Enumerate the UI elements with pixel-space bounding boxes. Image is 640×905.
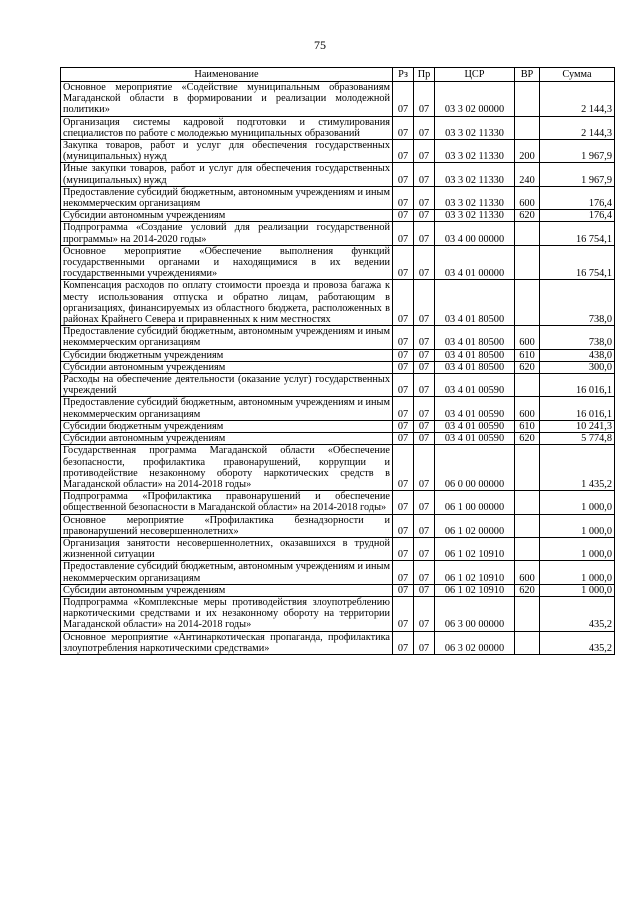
cell-pr: 07	[414, 433, 435, 445]
cell-rz: 07	[393, 445, 414, 491]
cell-pr: 07	[414, 514, 435, 537]
cell-vr: 600	[515, 561, 540, 584]
cell-rz: 07	[393, 561, 414, 584]
cell-name: Предоставление субсидий бюджетным, автономным учреждениям и иным некоммерческим организациям	[61, 561, 393, 584]
table-row	[61, 514, 615, 537]
table-row	[61, 397, 615, 420]
cell-pr: 07	[414, 584, 435, 596]
cell-rz: 07	[393, 596, 414, 631]
table-row	[61, 210, 615, 222]
budget-table	[60, 67, 615, 655]
cell-pr: 07	[414, 116, 435, 139]
cell-vr: 600	[515, 397, 540, 420]
header-rz: Рз	[393, 68, 414, 82]
cell-vr: 600	[515, 186, 540, 209]
cell-sum: 1 967,9	[540, 163, 615, 186]
table-row	[61, 433, 615, 445]
cell-rz: 07	[393, 631, 414, 654]
cell-name: Субсидии бюджетным учреждениям	[61, 420, 393, 432]
cell-sum: 1 000,0	[540, 561, 615, 584]
cell-name: Подпрограмма «Комплексные меры противодействия злоупотреблению наркотическими средствами и их незаконному обороту на территории Магаданской области» на 2014-2018 годы»	[61, 596, 393, 631]
cell-csr: 03 4 00 00000	[435, 222, 515, 245]
cell-name: Основное мероприятие «Содействие муниципальным образованиям Магаданской области в формировании и реализации молодежной политики»	[61, 82, 393, 117]
cell-name: Субсидии бюджетным учреждениям	[61, 349, 393, 361]
cell-name: Субсидии автономным учреждениям	[61, 433, 393, 445]
cell-pr: 07	[414, 596, 435, 631]
table-row	[61, 326, 615, 349]
cell-vr: 240	[515, 163, 540, 186]
cell-name: Компенсация расходов по оплату стоимости проезда и провоза багажа к месту использования отпуска и обратно лицам, работающим в организациях, финансируемых из областного бюджета, расположенных в районах Крайнего Севера и приравненных к ним местностях	[61, 280, 393, 326]
cell-pr: 07	[414, 361, 435, 373]
cell-vr: 600	[515, 326, 540, 349]
cell-pr: 07	[414, 537, 435, 560]
table-row	[61, 222, 615, 245]
cell-csr: 06 1 02 10910	[435, 584, 515, 596]
cell-name: Подпрограмма «Профилактика правонарушений и обеспечение общественной безопасности в Магаданской области» на 2014-2018 годы»	[61, 491, 393, 514]
cell-rz: 07	[393, 222, 414, 245]
cell-vr	[515, 596, 540, 631]
table-row	[61, 420, 615, 432]
cell-vr	[515, 280, 540, 326]
cell-csr: 03 3 02 11330	[435, 186, 515, 209]
cell-rz: 07	[393, 349, 414, 361]
table-row	[61, 245, 615, 280]
cell-pr: 07	[414, 397, 435, 420]
cell-csr: 06 1 02 10910	[435, 537, 515, 560]
table-row	[61, 584, 615, 596]
cell-name: Иные закупки товаров, работ и услуг для обеспечения государственных (муниципальных) нужд	[61, 163, 393, 186]
table-row	[61, 280, 615, 326]
cell-vr: 620	[515, 210, 540, 222]
cell-sum: 176,4	[540, 210, 615, 222]
header-vr: ВР	[515, 68, 540, 82]
cell-sum: 10 241,3	[540, 420, 615, 432]
table-row	[61, 140, 615, 163]
cell-rz: 07	[393, 82, 414, 117]
page-number: 75	[314, 38, 326, 52]
cell-csr: 03 4 01 80500	[435, 326, 515, 349]
table-row	[61, 163, 615, 186]
cell-vr	[515, 245, 540, 280]
cell-rz: 07	[393, 433, 414, 445]
cell-csr: 03 4 01 00590	[435, 420, 515, 432]
table-row	[61, 186, 615, 209]
header-csr: ЦСР	[435, 68, 515, 82]
table-row	[61, 561, 615, 584]
cell-csr: 03 4 01 00000	[435, 245, 515, 280]
cell-rz: 07	[393, 491, 414, 514]
cell-pr: 07	[414, 280, 435, 326]
cell-vr	[515, 222, 540, 245]
cell-csr: 03 4 01 80500	[435, 280, 515, 326]
cell-rz: 07	[393, 186, 414, 209]
cell-sum: 16 016,1	[540, 397, 615, 420]
cell-rz: 07	[393, 140, 414, 163]
cell-sum: 1 000,0	[540, 491, 615, 514]
table-row	[61, 596, 615, 631]
cell-rz: 07	[393, 245, 414, 280]
header-sum: Сумма	[540, 68, 615, 82]
cell-csr: 06 3 02 00000	[435, 631, 515, 654]
cell-name: Основное мероприятие «Профилактика безнадзорности и правонарушений несовершеннолетних»	[61, 514, 393, 537]
cell-pr: 07	[414, 163, 435, 186]
cell-pr: 07	[414, 210, 435, 222]
cell-pr: 07	[414, 420, 435, 432]
cell-csr: 03 4 01 00590	[435, 397, 515, 420]
cell-csr: 03 3 02 11330	[435, 210, 515, 222]
cell-sum: 5 774,8	[540, 433, 615, 445]
cell-name: Государственная программа Магаданской области «Обеспечение безопасности, профилактика правонарушений, коррупции и противодействие незаконному обороту наркотических средств в Магаданской области» на 2014-2018 годы»	[61, 445, 393, 491]
cell-vr	[515, 537, 540, 560]
cell-name: Предоставление субсидий бюджетным, автономным учреждениям и иным некоммерческим организациям	[61, 326, 393, 349]
cell-rz: 07	[393, 163, 414, 186]
cell-rz: 07	[393, 397, 414, 420]
cell-sum: 1 000,0	[540, 584, 615, 596]
table-row	[61, 491, 615, 514]
cell-csr: 06 1 00 00000	[435, 491, 515, 514]
cell-sum: 738,0	[540, 280, 615, 326]
cell-pr: 07	[414, 245, 435, 280]
table-row	[61, 374, 615, 397]
cell-rz: 07	[393, 420, 414, 432]
table-row	[61, 445, 615, 491]
cell-rz: 07	[393, 584, 414, 596]
cell-sum: 1 435,2	[540, 445, 615, 491]
cell-pr: 07	[414, 349, 435, 361]
cell-name: Организация системы кадровой подготовки и стимулирования специалистов по работе с молодежью муниципальных образований	[61, 116, 393, 139]
cell-csr: 06 3 00 00000	[435, 596, 515, 631]
cell-name: Предоставление субсидий бюджетным, автономным учреждениям и иным некоммерческим организациям	[61, 186, 393, 209]
cell-vr	[515, 116, 540, 139]
table-row	[61, 82, 615, 117]
cell-pr: 07	[414, 491, 435, 514]
cell-vr: 200	[515, 140, 540, 163]
cell-rz: 07	[393, 280, 414, 326]
cell-sum: 16 016,1	[540, 374, 615, 397]
cell-vr	[515, 82, 540, 117]
cell-name: Подпрограмма «Создание условий для реализации государственной программы» на 2014-2020 годы»	[61, 222, 393, 245]
cell-csr: 03 4 01 80500	[435, 361, 515, 373]
cell-vr	[515, 491, 540, 514]
cell-csr: 06 1 02 10910	[435, 561, 515, 584]
cell-sum: 1 967,9	[540, 140, 615, 163]
cell-csr: 06 0 00 00000	[435, 445, 515, 491]
cell-sum: 16 754,1	[540, 245, 615, 280]
cell-vr: 620	[515, 584, 540, 596]
table-header-row	[61, 68, 615, 82]
cell-sum: 1 000,0	[540, 514, 615, 537]
cell-pr: 07	[414, 374, 435, 397]
cell-sum: 16 754,1	[540, 222, 615, 245]
cell-name: Предоставление субсидий бюджетным, автономным учреждениям и иным некоммерческим организациям	[61, 397, 393, 420]
cell-vr	[515, 445, 540, 491]
cell-sum: 438,0	[540, 349, 615, 361]
cell-vr	[515, 631, 540, 654]
cell-csr: 03 3 02 11330	[435, 163, 515, 186]
cell-vr: 620	[515, 433, 540, 445]
cell-name: Субсидии автономным учреждениям	[61, 584, 393, 596]
cell-sum: 2 144,3	[540, 116, 615, 139]
cell-pr: 07	[414, 82, 435, 117]
cell-name: Организация занятости несовершеннолетних, оказавшихся в трудной жизненной ситуации	[61, 537, 393, 560]
header-pr: Пр	[414, 68, 435, 82]
cell-csr: 03 3 02 11330	[435, 116, 515, 139]
table-row	[61, 349, 615, 361]
table-row	[61, 116, 615, 139]
cell-csr: 03 3 02 11330	[435, 140, 515, 163]
cell-pr: 07	[414, 326, 435, 349]
cell-pr: 07	[414, 561, 435, 584]
cell-rz: 07	[393, 374, 414, 397]
header-name: Наименование	[61, 68, 393, 82]
cell-csr: 03 4 01 00590	[435, 374, 515, 397]
cell-name: Субсидии автономным учреждениям	[61, 361, 393, 373]
cell-pr: 07	[414, 222, 435, 245]
cell-csr: 03 3 02 00000	[435, 82, 515, 117]
cell-sum: 176,4	[540, 186, 615, 209]
cell-sum: 300,0	[540, 361, 615, 373]
cell-sum: 738,0	[540, 326, 615, 349]
cell-pr: 07	[414, 631, 435, 654]
cell-pr: 07	[414, 140, 435, 163]
cell-name: Расходы на обеспечение деятельности (оказание услуг) государственных учреждений	[61, 374, 393, 397]
cell-name: Основное мероприятие «Антинаркотическая пропаганда, профилактика злоупотребления наркотическими средствами»	[61, 631, 393, 654]
cell-name: Закупка товаров, работ и услуг для обеспечения государственных (муниципальных) нужд	[61, 140, 393, 163]
cell-sum: 435,2	[540, 596, 615, 631]
cell-sum: 1 000,0	[540, 537, 615, 560]
cell-csr: 03 4 01 00590	[435, 433, 515, 445]
cell-name: Основное мероприятие «Обеспечение выполнения функций государственными органами и находящимися в их ведении государственными учреждениями»	[61, 245, 393, 280]
cell-name: Субсидии автономным учреждениям	[61, 210, 393, 222]
cell-pr: 07	[414, 186, 435, 209]
cell-vr	[515, 374, 540, 397]
cell-vr	[515, 514, 540, 537]
cell-rz: 07	[393, 514, 414, 537]
cell-csr: 03 4 01 80500	[435, 349, 515, 361]
cell-rz: 07	[393, 537, 414, 560]
table-row	[61, 537, 615, 560]
cell-sum: 435,2	[540, 631, 615, 654]
cell-csr: 06 1 02 00000	[435, 514, 515, 537]
cell-sum: 2 144,3	[540, 82, 615, 117]
cell-rz: 07	[393, 210, 414, 222]
table-row	[61, 631, 615, 654]
table-row	[61, 361, 615, 373]
cell-vr: 610	[515, 349, 540, 361]
cell-rz: 07	[393, 116, 414, 139]
cell-rz: 07	[393, 326, 414, 349]
cell-vr: 620	[515, 361, 540, 373]
table-body	[61, 82, 615, 655]
cell-pr: 07	[414, 445, 435, 491]
cell-rz: 07	[393, 361, 414, 373]
cell-vr: 610	[515, 420, 540, 432]
